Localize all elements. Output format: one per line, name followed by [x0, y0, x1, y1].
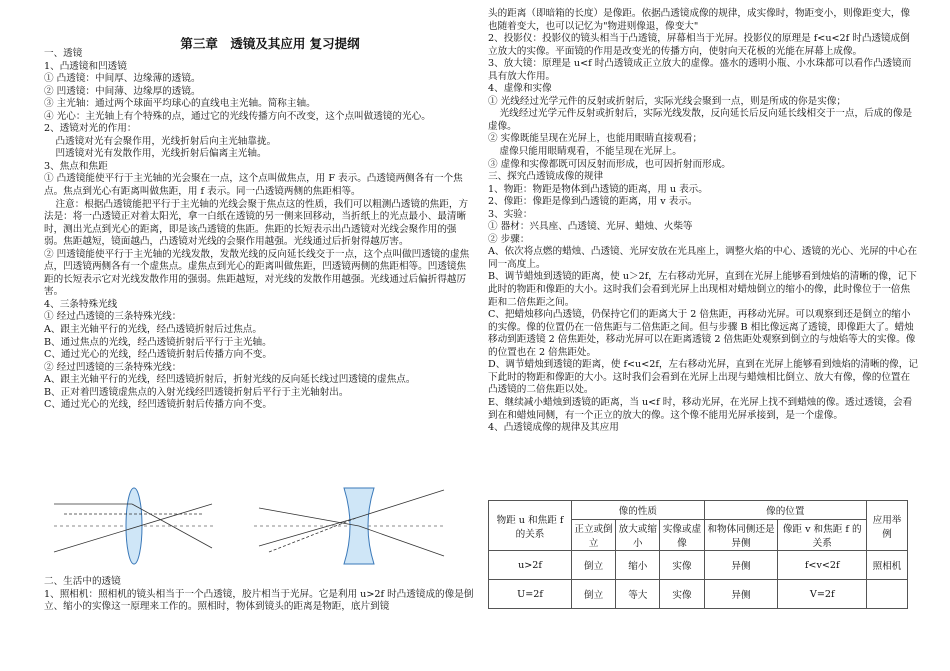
text-step-d: D、调节蜡烛到透镜的距离，使 f<u<2f，左右移动光屏，直到在光屏上能够看到烛焰的清晰的像，记下此时的物距和像距的大小。这时我们会看到在光屏上出现与蜡烛相比倒立、放大有像，像的位置在凸透镜的二倍焦距以处。	[488, 359, 918, 396]
cell-vf: f<v<2f	[778, 551, 867, 580]
text-virtual-screen: 虚像只能用眼睛观看，不能呈现在光屏上。	[499, 146, 682, 158]
cell-u: U=2f	[489, 580, 572, 609]
text-convex-ray-c: C、通过光心的光线，经凸透镜折射后传播方向不变。	[44, 349, 272, 361]
text-object-distance: 1、物距：物距是物体到凸透镜的距离，用 u 表示。	[488, 183, 708, 195]
th-distance-relation: 像距 v 和焦距 f 的关系	[778, 520, 867, 551]
table-row	[489, 551, 908, 580]
cell-type: 实像	[660, 551, 704, 580]
text-convex-effect: 凸透镜对光有会聚作用，光线折射后向主光轴靠拢。	[55, 135, 277, 147]
subheading-rules: 4、凸透镜成像的规律及其应用	[488, 422, 619, 434]
imaging-rules-table	[488, 500, 908, 609]
right-column	[488, 8, 918, 435]
heading-explore: 三、探究凸透镜成像的规律	[488, 171, 604, 183]
subheading-lens-effect: 2、透镜对光的作用：	[44, 123, 137, 135]
text-concave-lens: ② 凹透镜：中间薄、边缘厚的透镜。	[44, 85, 201, 97]
cell-side: 异侧	[704, 580, 778, 609]
text-convex-rays-title: ① 经过凸透镜的三条特殊光线：	[44, 311, 182, 323]
text-concave-ray-c: C、通过光心的光线，经凹透镜折射后传播方向不变。	[44, 399, 272, 411]
text-virtual-image: 光线经过光学元件反射或折射后，实际光线发散，反向延长后反向延长线相交于一点，后成的像是虚像。	[488, 108, 913, 132]
text-optical-center: ④ 光心：主光轴上有个特殊的点，通过它的光线传播方向不改变，这个点叫做透镜的光心。	[44, 110, 431, 122]
text-concave-effect: 凹透镜对光有发散作用，光线折射后偏离主光轴。	[55, 148, 267, 160]
text-real-image: ① 光线经过光学元件的反射或折射后，实际光线会聚到一点，则是所成的你是实像；	[488, 95, 847, 107]
cell-use: 照相机	[867, 551, 908, 580]
th-type: 实像或虚像	[660, 520, 704, 551]
text-step-a: A、依次将点燃的蜡烛、凸透镜、光屏安放在光具座上，调整火焰的中心、透镜的光心、光屏的中心在同一高度上。	[488, 246, 918, 270]
cell-size: 等大	[616, 580, 660, 609]
concave-lens-figure	[254, 488, 444, 564]
text-steps: ② 步骤：	[488, 233, 530, 245]
cell-u: u>2f	[489, 551, 572, 580]
cell-use	[867, 580, 908, 609]
text-step-e: E、继续减小蜡烛到透镜的距离，当 u<f 时，移动光屏，在光屏上找不到蜡烛的像。透过透镜，会看到在和蜡烛同侧，有一个正立的放大的像。这个像不能用光屏承接到，是一个虚像。	[488, 396, 913, 421]
text-convex-ray-b: B、通过焦点的光线，经凸透镜折射后平行于主光轴。	[44, 336, 272, 348]
th-side: 和物体同侧还是异侧	[704, 520, 778, 551]
text-concave-ray-b: B、正对着凹透镜虚焦点的入射光线经凹透镜折射后平行于主光轴射出。	[44, 386, 349, 398]
text-convex-lens: ① 凸透镜：中间厚、边缘薄的透镜。	[44, 73, 201, 85]
subheading-focus: 3、焦点和焦距	[44, 160, 108, 172]
cell-orient: 倒立	[572, 551, 616, 580]
convex-lens-figure	[54, 488, 214, 564]
text-convex-ray-a: A、跟主光轴平行的光线，经凸透镜折射后过焦点。	[44, 324, 262, 336]
subheading-special-rays: 4、三条特殊光线	[44, 298, 118, 310]
th-image-position: 像的位置	[704, 501, 866, 520]
cell-side: 异侧	[704, 551, 778, 580]
cell-orient: 倒立	[572, 580, 616, 609]
subheading-convex-concave: 1、凸透镜和凹透镜	[44, 60, 127, 72]
text-magnifier: 3、放大镜：原理是 u<f 时凸透镜成正立放大的虚像。盛水的透明小瓶、小水珠都可以看作凸透镜而具有放大作用。	[488, 58, 912, 82]
th-size: 放大或缩小	[616, 520, 660, 551]
text-image-distance: 2、像距：像距是像到凸透镜的距离，用 v 表示。	[488, 196, 698, 208]
page-title: 第三章 透镜及其应用 复习提纲	[180, 36, 360, 51]
th-image-property: 像的性质	[572, 501, 705, 520]
left-column	[44, 48, 474, 412]
left-column-bottom	[44, 576, 474, 614]
cell-size: 缩小	[616, 551, 660, 580]
text-focus-note: 注意：根据凸透镜能把平行于主光轴的光线会聚于焦点这的性质，我们可以粗测凸透镜的焦距，方法是：将一凸透镜正对着太阳光，拿一白纸在透镜的另一侧来回移动，当折纸上的光点最小、最清晰时，测出光点到光心的距离，即是该凸透镜的焦距。焦距的长短表示出凸透镜对光线会聚作用的强弱。焦距越短，镜面越凸，凸透镜对光线的会聚作用越强。光线通过后折射得越厉害。	[44, 198, 469, 248]
heading-lens: 一、透镜	[44, 48, 83, 59]
table-row	[489, 580, 908, 609]
th-application: 应用举例	[867, 501, 908, 551]
text-camera: 1、照相机：照相机的镜头相当于一个凸透镜，胶片相当于光屏。它是利用 u>2f 时凸透镜成的像是倒立、缩小的实像这一原理来工作的。照相时，物体到镜头的距离是物距，底片到镜	[44, 588, 474, 613]
cell-type: 实像	[660, 580, 704, 609]
text-concave-focus: ② 凹透镜能使平行于主光轴的光线发散，发散光线的反向延长线交于一点，这个点叫做凹透镜的虚焦点，凹透镜两侧各有一个虚焦点。虚焦点到光心的距离叫做焦距，凹透镜两侧的焦距相等。凹透镜焦距的长短表示它对光线发散作用的强弱。焦距越短，对光线的发散作用越强。光线通过后偏折得越厉害。	[44, 248, 470, 298]
text-both-formation: ③ 虚像和实像都既可因反射而形成，也可因折射而形成。	[488, 158, 731, 170]
text-equipment: ① 器材：兴具座、凸透镜、光屏、蜡烛、火柴等	[488, 221, 693, 233]
lens-diagram	[44, 486, 474, 566]
text-concave-rays-title: ② 经过凹透镜的三条特殊光线：	[44, 361, 182, 373]
th-object-relation: 物距 u 和焦距 f 的关系	[489, 501, 572, 551]
subheading-virtual-real: 4、虚像和实像	[488, 83, 552, 95]
heading-life-lenses: 二、生活中的透镜	[44, 576, 121, 587]
text-step-c: C、把蜡烛移向凸透镜，仍保持它们的距离大于 2 倍焦距，再移动光屏。可以观察到还是倒立的缩小的实像。像的位置仍在一倍焦距与二倍焦距之间。但与步骤 B 相比像远离了透镜，即像距大了。蜡烛移动到距透镜 2 倍焦距处，移动光屏可以在距离透镜 2 倍焦距处观察到倒立的与烛焰等大的实像。像的位置也在 2 倍焦距处。	[488, 309, 916, 358]
text-projector: 2、投影仪：投影仪的镜头相当于凸透镜，屏幕相当于光屏。投影仪的原理是 f<u<2f 时凸透镜成倒立放大的实像。平面镜的作用是改变光的传播方向，使射向天花板的光能在屏幕上成像。	[488, 33, 910, 57]
text-concave-ray-a: A、跟主光轴平行的光线，经凹透镜折射后，折射光线的反向延长线过凹透镜的虚焦点。	[44, 374, 416, 386]
subheading-experiment: 3、实验：	[488, 208, 533, 220]
text-main-axis: ③ 主光轴：通过两个球面平均球心的直线电主光轴。简称主轴。	[44, 98, 316, 110]
cell-vf: V=2f	[778, 580, 867, 609]
text-camera-cont: 头的距离（即暗箱的长度）是像距。依据凸透镜成像的规律，成实像时，物距变小，则像距变大，像也随着变大，也可以记忆为"物进则像退，像变大"	[488, 8, 911, 32]
text-real-screen: ② 实像既能呈现在光屏上，也能用眼睛直接观看；	[488, 133, 703, 145]
th-orientation: 正立或倒立	[572, 520, 616, 551]
text-convex-focus: ① 凸透镜能使平行于主光轴的光会聚在一点，这个点叫做焦点，用 F 表示。凸透镜两侧各有一个焦点。焦点到光心有距离叫做焦距，用 f 表示。同一凸透镜两侧的焦距相等。	[44, 173, 463, 198]
text-step-b: B、调节蜡烛到透镜的距离，使 u＞2f，左右移动光屏，直到在光屏上能够看到烛焰的清晰的像，记下此时的物距和像距的大小。这时我们会看到光屏上出现相对蜡烛倒立的缩小的像，此时像位于一倍焦距和二倍焦距之间。	[488, 271, 917, 308]
